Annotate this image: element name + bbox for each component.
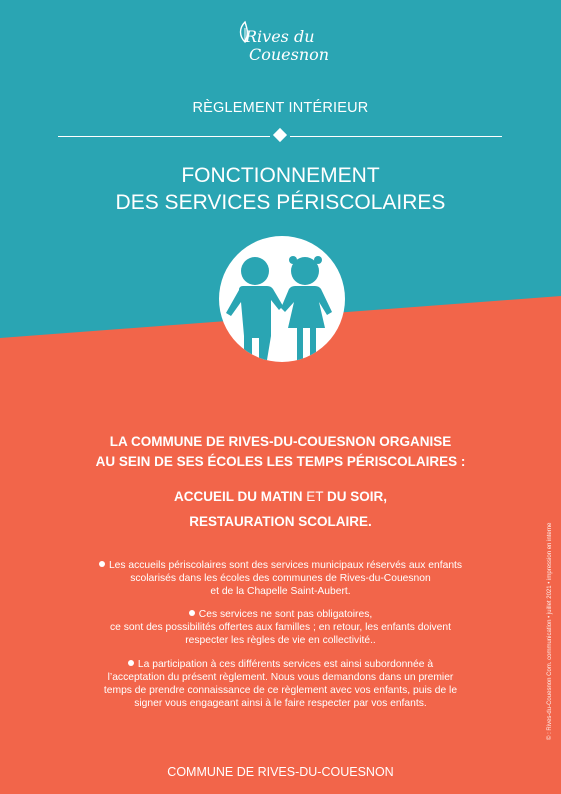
paragraph-1-line3: et de la Chapelle Saint-Aubert. xyxy=(210,586,351,597)
document-kicker: RÈGLEMENT INTÉRIEUR xyxy=(192,100,369,116)
highlight-connector: ET xyxy=(302,489,327,504)
paragraph-3-text1: La participation à ces différents services est ainsi subordonnée à xyxy=(137,659,434,670)
lead-line1: LA COMMUNE DE RIVES-DU-COUESNON ORGANISE xyxy=(109,434,452,449)
paragraph-3 xyxy=(70,658,491,710)
paragraph-2 xyxy=(70,608,491,647)
rives-du-couesnon-logo xyxy=(235,20,330,70)
divider-right xyxy=(290,136,502,137)
highlight-line2 xyxy=(0,509,561,534)
service-canteen: RESTAURATION SCOLAIRE. xyxy=(189,514,372,529)
paragraph-1-text1: Les accueils périscolaires sont des services municipaux réservés aux enfants xyxy=(108,560,463,571)
bullet-icon xyxy=(189,610,195,616)
paragraph-3-line3: temps de prendre connaissance de ce règlement avec vos enfants, puis de le xyxy=(103,685,458,696)
title-line1: FONCTIONNEMENT xyxy=(181,164,380,187)
paragraph-1-line2: scolarisés dans les écoles des communes de Rives-du-Couesnon xyxy=(130,573,431,584)
paragraph-1 xyxy=(70,559,491,598)
paragraph-2-line1 xyxy=(70,608,491,621)
logo-line1: Rives du xyxy=(245,27,315,46)
side-credit: © : Rives-du-Couesnon Com. communication • juillet 2021 • impression en interne xyxy=(547,522,553,740)
bullet-icon xyxy=(99,561,105,567)
paragraph-3-line4: signer vous engageant ainsi à le faire respecter par vos enfants. xyxy=(134,698,427,709)
footer-commune: COMMUNE DE RIVES-DU-COUESNON xyxy=(167,765,394,779)
service-evening: DU SOIR, xyxy=(327,489,388,504)
lead-statement xyxy=(0,432,561,472)
divider-left xyxy=(58,136,270,137)
bullet-icon xyxy=(128,660,134,666)
document-title xyxy=(0,162,561,216)
paragraph-3-line2: l’acceptation du présent règlement. Nous vous demandons dans un premier xyxy=(107,672,454,683)
paragraph-1-line1 xyxy=(70,559,491,572)
paragraph-2-line2: ce sont des possibilités offertes aux familles ; en retour, les enfants doivent xyxy=(110,622,451,633)
paragraph-2-text1: Ces services ne sont pas obligatoires, xyxy=(198,609,373,620)
highlight-line1 xyxy=(0,484,561,509)
children-icon xyxy=(219,236,345,362)
title-line2: DES SERVICES PÉRISCOLAIRES xyxy=(115,191,446,214)
services-highlight xyxy=(0,484,561,534)
logo-line2: Couesnon xyxy=(249,45,330,64)
paragraph-2-line3: respecter les règles de vie en collectivité.. xyxy=(185,635,376,646)
lead-line2: AU SEIN DE SES ÉCOLES LES TEMPS PÉRISCOLAIRES : xyxy=(95,454,466,469)
paragraph-3-line1 xyxy=(70,658,491,671)
service-morning: ACCUEIL DU MATIN xyxy=(173,489,303,504)
